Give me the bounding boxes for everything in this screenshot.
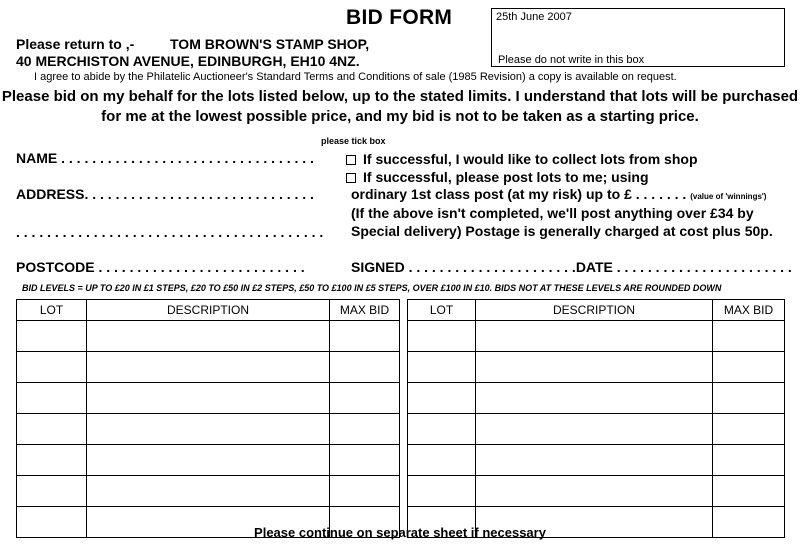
special-delivery-line2: Special delivery) Postage is generally charged at cost plus 50p. <box>351 223 773 239</box>
max-bid-cell[interactable] <box>330 352 400 383</box>
lot-cell[interactable] <box>17 321 87 352</box>
table-row <box>408 383 785 414</box>
address-line2-field[interactable]: . . . . . . . . . . . . . . . . . . . . . . . . . . . . . . . . . . . . . . . . <box>16 224 324 240</box>
return-label: Please return to ,- <box>16 36 135 52</box>
lot-cell[interactable] <box>408 321 476 352</box>
description-cell[interactable] <box>476 321 713 352</box>
name-field[interactable]: NAME . . . . . . . . . . . . . . . . . . . . . . . . . . . . . . . . . <box>16 150 314 166</box>
lot-cell[interactable] <box>17 445 87 476</box>
office-date: 25th June 2007 <box>496 11 572 23</box>
agreement-text: I agree to abide by the Philatelic Auctioneer's Standard Terms and Conditions of sale (1985 Revision) a copy is available on request. <box>34 71 677 83</box>
lot-cell[interactable] <box>408 414 476 445</box>
office-note: Please do not write in this box <box>498 54 645 66</box>
special-delivery-line1: (If the above isn't completed, we'll post anything over £34 by <box>351 205 754 221</box>
description-cell[interactable] <box>476 352 713 383</box>
post-limit-text: ordinary 1st class post (at my risk) up to £ . . . . . . . <box>351 186 687 202</box>
max-bid-cell[interactable] <box>713 352 785 383</box>
col-lot-header: LOT <box>408 300 476 321</box>
col-lot-header: LOT <box>17 300 87 321</box>
col-description-header: DESCRIPTION <box>476 300 713 321</box>
tick-box-label: please tick box <box>321 136 386 146</box>
bid-table-left <box>16 299 400 538</box>
bid-levels-text: BID LEVELS = UP TO £20 IN £1 STEPS, £20 TO £50 IN £2 STEPS, £50 TO £100 IN £5 STEPS, OVER £100 IN £10. BIDS NOT AT THESE LEVELS ARE ROUNDED DOWN <box>22 283 722 293</box>
description-cell[interactable] <box>87 445 330 476</box>
form-title: BID FORM <box>346 6 453 29</box>
max-bid-cell[interactable] <box>713 414 785 445</box>
description-cell[interactable] <box>87 476 330 507</box>
table-row <box>17 414 400 445</box>
table-row <box>408 414 785 445</box>
bid-table-right <box>407 299 785 538</box>
description-cell[interactable] <box>87 321 330 352</box>
postcode-field[interactable]: POSTCODE . . . . . . . . . . . . . . . . . . . . . . . . . . . <box>16 259 305 275</box>
max-bid-cell[interactable] <box>713 445 785 476</box>
collect-option-label: If successful, I would like to collect lots from shop <box>363 151 698 167</box>
return-shop: TOM BROWN'S STAMP SHOP, <box>170 36 370 52</box>
max-bid-cell[interactable] <box>330 476 400 507</box>
lot-cell[interactable] <box>408 352 476 383</box>
table-header-row <box>408 300 785 321</box>
max-bid-cell[interactable] <box>713 321 785 352</box>
description-cell[interactable] <box>87 383 330 414</box>
post-option <box>346 169 649 185</box>
col-max-bid-header: MAX BID <box>330 300 400 321</box>
description-cell[interactable] <box>87 352 330 383</box>
max-bid-cell[interactable] <box>713 476 785 507</box>
lot-cell[interactable] <box>17 383 87 414</box>
table-row <box>408 352 785 383</box>
table-row <box>17 476 400 507</box>
lot-cell[interactable] <box>408 476 476 507</box>
description-cell[interactable] <box>476 476 713 507</box>
table-row <box>408 476 785 507</box>
table-row <box>408 445 785 476</box>
table-row <box>17 383 400 414</box>
max-bid-cell[interactable] <box>330 383 400 414</box>
post-limit-note: (value of 'winnings') <box>690 192 767 201</box>
post-limit-line[interactable] <box>351 186 766 202</box>
return-address: 40 MERCHISTON AVENUE, EDINBURGH, EH10 4NZ. <box>16 53 360 69</box>
col-max-bid-header: MAX BID <box>713 300 785 321</box>
max-bid-cell[interactable] <box>330 445 400 476</box>
signed-date-field[interactable]: SIGNED . . . . . . . . . . . . . . . . . . . . . .DATE . . . . . . . . . . . . . . . . . . . . . . . <box>351 259 792 275</box>
lot-cell[interactable] <box>408 383 476 414</box>
collect-checkbox[interactable] <box>346 155 356 165</box>
col-description-header: DESCRIPTION <box>87 300 330 321</box>
table-row <box>17 321 400 352</box>
lot-cell[interactable] <box>17 352 87 383</box>
bid-instruction: Please bid on my behalf for the lots listed below, up to the stated limits. I understand that lots will be purchased for me at the lowest possible price, and my bid is not to be taken as a starting price. <box>1 88 799 125</box>
continue-note: Please continue on separate sheet if necessary <box>254 525 546 540</box>
table-header-row <box>17 300 400 321</box>
lot-cell[interactable] <box>17 476 87 507</box>
table-row <box>17 352 400 383</box>
post-option-label: If successful, please post lots to me; using <box>363 169 649 185</box>
collect-option <box>346 151 698 167</box>
post-checkbox[interactable] <box>346 173 356 183</box>
description-cell[interactable] <box>476 445 713 476</box>
description-cell[interactable] <box>87 414 330 445</box>
table-row <box>408 321 785 352</box>
lot-cell[interactable] <box>17 414 87 445</box>
table-row <box>17 445 400 476</box>
max-bid-cell[interactable] <box>330 321 400 352</box>
max-bid-cell[interactable] <box>330 414 400 445</box>
max-bid-cell[interactable] <box>713 383 785 414</box>
description-cell[interactable] <box>476 414 713 445</box>
description-cell[interactable] <box>476 383 713 414</box>
lot-cell[interactable] <box>408 445 476 476</box>
address-field[interactable]: ADDRESS. . . . . . . . . . . . . . . . . . . . . . . . . . . . . . <box>16 186 314 202</box>
